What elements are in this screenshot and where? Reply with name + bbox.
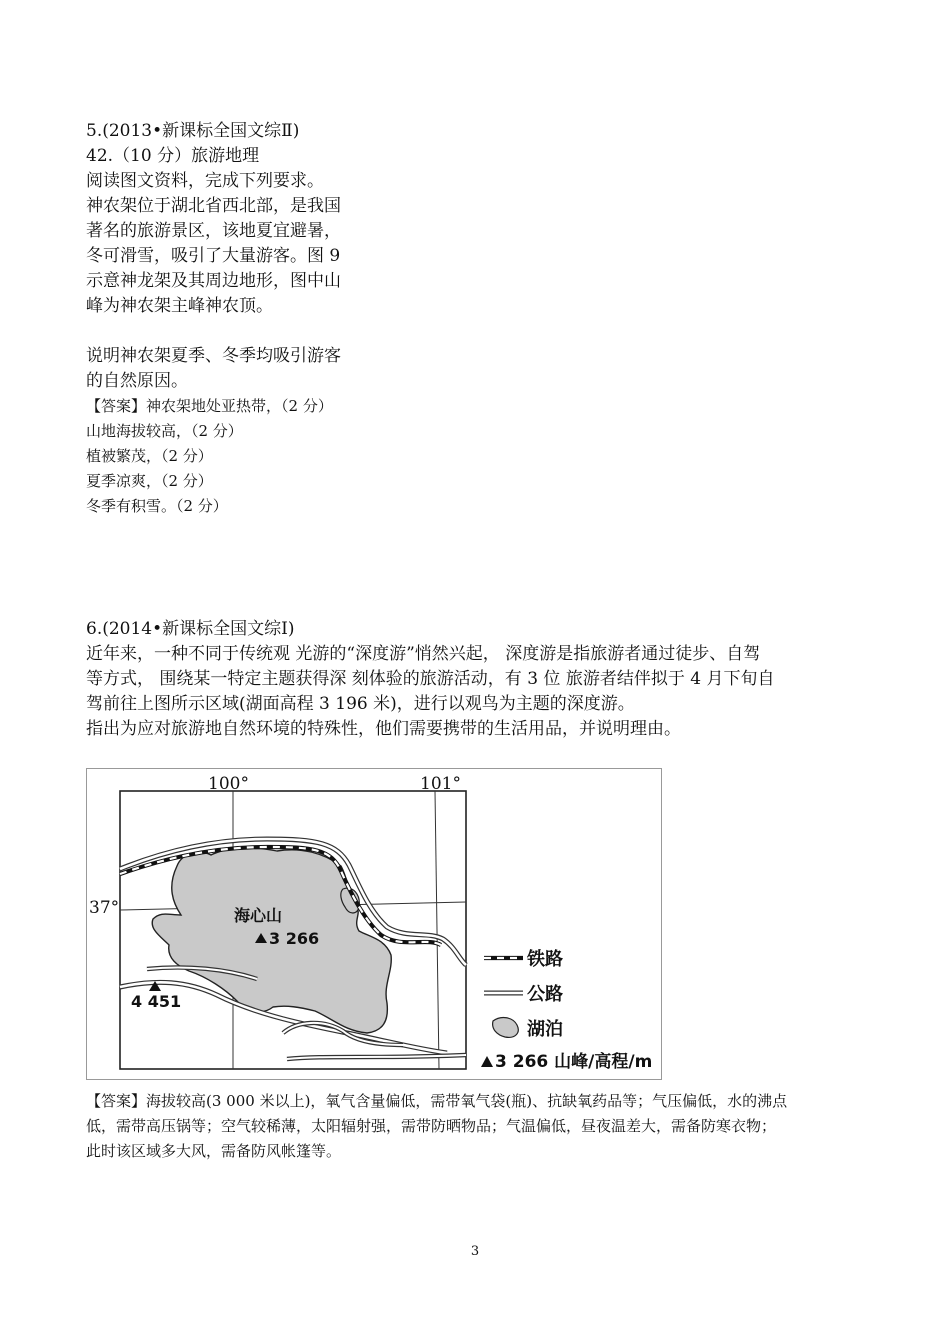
q6-answer-line: 此时该区域多大风，需备防风帐篷等。 xyxy=(86,1142,342,1160)
q5-text-line: 冬可滑雪，吸引了大量游客。图 9 xyxy=(86,246,341,266)
q5-question-line: 的自然原因。 xyxy=(86,371,188,391)
q5-subheader: 42.（10 分）旅游地理 xyxy=(86,146,260,166)
q6-answer-line: 低，需带高压锅等；空气较稀薄，太阳辐射强，需带防晒物品；气温偏低，昼夜温差大，需备防寒衣物； xyxy=(86,1117,777,1135)
q5-text-line: 神农架位于湖北省西北部，是我国 xyxy=(86,196,341,216)
q5-question-line: 说明神农架夏季、冬季均吸引游客 xyxy=(86,346,341,366)
q6-text-line: 驾前往上图所示区域(湖面高程 3 196 米)，进行以观鸟为主题的深度游。 xyxy=(86,694,635,714)
lon-label-100: 100° xyxy=(208,774,249,794)
legend-railway-label: 铁路 xyxy=(527,949,563,970)
island-name-label: 海心山 xyxy=(234,906,283,925)
legend-peak-icon xyxy=(481,1056,493,1067)
map-legend xyxy=(481,948,652,1072)
q5-header: 5.(2013•新课标全国文综Ⅱ) xyxy=(86,121,300,141)
qinghai-lake-map xyxy=(86,768,662,1080)
q5-answer-line: 山地海拔较高，（2 分） xyxy=(86,422,243,440)
legend-peak-label: 3 266 山峰/高程/m xyxy=(495,1052,653,1072)
lon-label-101: 101° xyxy=(420,774,461,794)
meridian-101 xyxy=(435,791,439,1069)
q6-text-line: 近年来，一种不同于传统观 光游的“深度游”悄然兴起， 深度游是指旅游者通过徒步、自驾 xyxy=(86,644,761,664)
q5-text-line: 著名的旅游景区，该地夏宜避暑， xyxy=(86,221,341,241)
q6-text-line: 等方式， 围绕某一特定主题获得深 刻体验的旅游活动，有 3 位 旅游者结伴拟于 4 月下旬自 xyxy=(86,669,775,689)
lat-label-37: 37° xyxy=(89,898,120,918)
q5-answer-line: 夏季凉爽，（2 分） xyxy=(86,472,213,490)
q5-text-line: 示意神龙架及其周边地形，图中山 xyxy=(86,271,341,291)
legend-lake-label: 湖泊 xyxy=(527,1019,563,1040)
q5-answer-line: 【答案】神农架地处亚热带，（2 分） xyxy=(86,397,333,415)
q5-text-line: 峰为神农架主峰神农顶。 xyxy=(86,296,273,316)
q6-header: 6.(2014•新课标全国文综Ⅰ) xyxy=(86,619,295,639)
legend-road-label: 公路 xyxy=(527,984,563,1005)
q5-text-line: 阅读图文资料，完成下列要求。 xyxy=(86,171,324,191)
q5-answer-line: 植被繁茂，（2 分） xyxy=(86,447,213,465)
q6-answer-line: 【答案】海拔较高(3 000 米以上)，氧气含量偏低，需带氧气袋(瓶)、抗缺氧药品等；气压偏低，水的沸点 xyxy=(86,1092,788,1110)
q6-text-line: 指出为应对旅游地自然环境的特殊性，他们需要携带的生活用品，并说明理由。 xyxy=(86,719,681,739)
west-peak-label: 4 451 xyxy=(131,992,182,1011)
legend-lake-icon xyxy=(493,1018,519,1038)
q5-answer-line: 冬季有积雪。（2 分） xyxy=(86,497,228,515)
island-peak-label: 3 266 xyxy=(269,929,320,948)
page-number: 3 xyxy=(470,1244,480,1259)
